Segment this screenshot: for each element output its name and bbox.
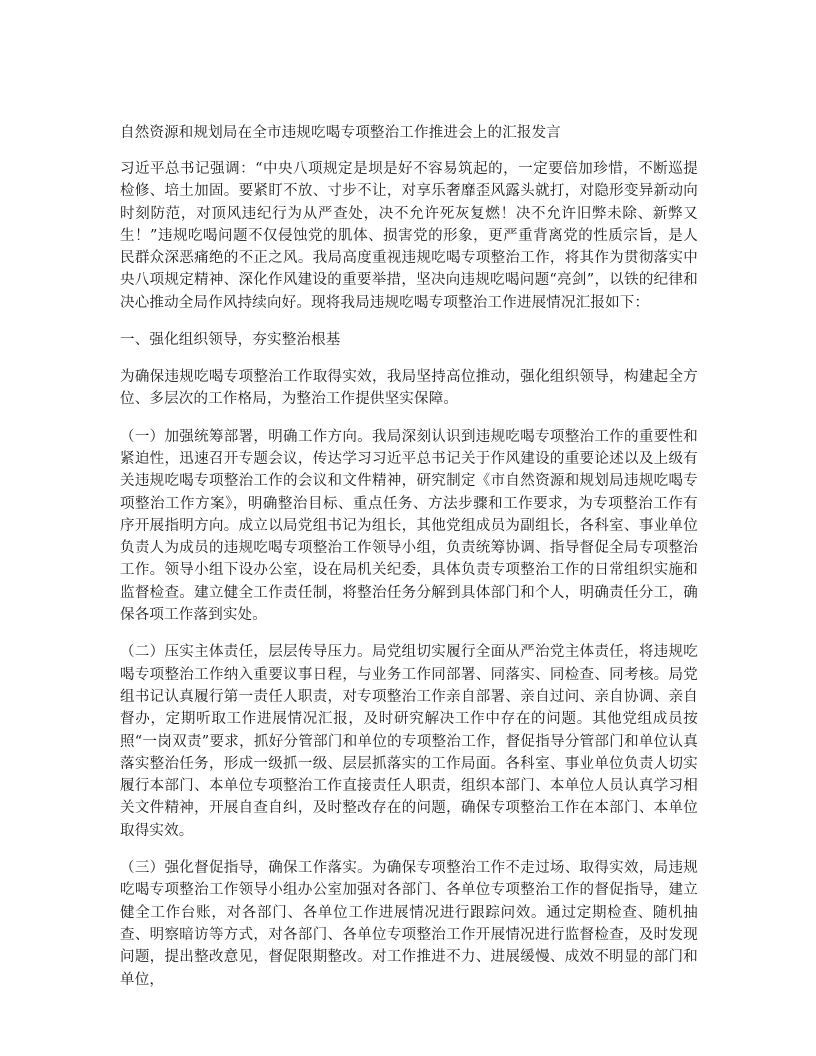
document-title: 自然资源和规划局在全市违规吃喝专项整治工作推进会上的汇报发言 bbox=[120, 125, 561, 141]
section-lead-paragraph: 为确保违规吃喝专项整治工作取得实效，我局坚持高位推动，强化组织领导，构建起全方位、多层次的工作格局，为整治工作提供坚实保障。 bbox=[120, 369, 698, 408]
item-2-paragraph: （二）压实主体责任，层层传导压力。局党组切实履行全面从严治党主体责任，将违规吃喝专项整治工作纳入重要议事日程，与业务工作同部署、同落实、同检查、同考核。局党组书记认真履行第一责任人职责，对专项整治工作亲自部署、亲自过问、亲自协调、亲自督办，定期听取工作进展情况汇报，及时研究解决工作中存在的问题。其他党组成员按照“一岗双责”要求，抓好分管部门和单位的专项整治工作，督促指导分管部门和单位认真落实整治任务，形成一级抓一级、层层抓落实的工作局面。各科室、事业单位负责人切实履行本部门、本单位专项整治工作直接责任人职责，组织本部门、本单位人员认真学习相关文件精神，开展自查自纠，及时整改存在的问题，确保专项整治工作在本部门、本单位取得实效。 bbox=[120, 644, 698, 839]
section-heading: 一、强化组织领导，夯实整治根基 bbox=[120, 332, 341, 349]
document-page bbox=[120, 122, 698, 1006]
item-1-paragraph: （一）加强统筹部署，明确工作方向。我局深刻认识到违规吃喝专项整治工作的重要性和紧迫性，迅速召开专题会议，传达学习习近平总书记关于作风建设的重要论述以及上级有关违规吃喝专项整治工作的会议和文件精神，研究制定《市自然资源和规划局违规吃喝专项整治工作方案》，明确整治目标、重点任务、方法步骤和工作要求，为专项整治工作有序开展指明方向。成立以局党组书记为组长，其他党组成员为副组长，各科室、事业单位负责人为成员的违规吃喝专项整治工作领导小组，负责统筹协调、指导督促全局专项整治工作。领导小组下设办公室，设在局机关纪委，具体负责专项整治工作的日常组织实施和监督检查。建立健全工作责任制，将整治任务分解到具体部门和个人，明确责任分工，确保各项工作落到实处。 bbox=[120, 428, 698, 624]
intro-paragraph: 习近平总书记强调：“中央八项规定是坝是好不容易筑起的，一定要倍加珍惜，不断巡提检修、培土加固。要紧盯不放、寸步不让，对享乐奢靡歪风露头就打，对隐形变异新动向时刻防范，对顶风违纪行为从严查处，决不允许死灰复燃！决不允许旧弊未除、新弊又生！”违规吃喝问题不仅侵蚀党的肌体、损害党的形象，更严重背离党的性质宗旨，是人民群众深恶痛绝的不正之风。我局高度重视违规吃喝专项整治工作，将其作为贯彻落实中央八项规定精神、深化作风建设的重要举措，坚决向违规吃喝问题“亮剑”，以铁的纪律和决心推动全局作风持续向好。现将我局违规吃喝专项整治工作进展情况汇报如下： bbox=[120, 161, 698, 311]
item-3-paragraph: （三）强化督促指导，确保工作落实。为确保专项整治工作不走过场、取得实效，局违规吃喝专项整治工作领导小组办公室加强对各部门、各单位专项整治工作的督促指导，建立健全工作台账，对各部门、各单位工作进展情况进行跟踪问效。通过定期检查、随机抽查、明察暗访等方式，对各部门、各单位专项整治工作开展情况进行监督检查，及时发现问题，提出整改意见，督促限期整改。对工作推进不力、进展缓慢、成效不明显的部门和单位， bbox=[120, 860, 698, 988]
